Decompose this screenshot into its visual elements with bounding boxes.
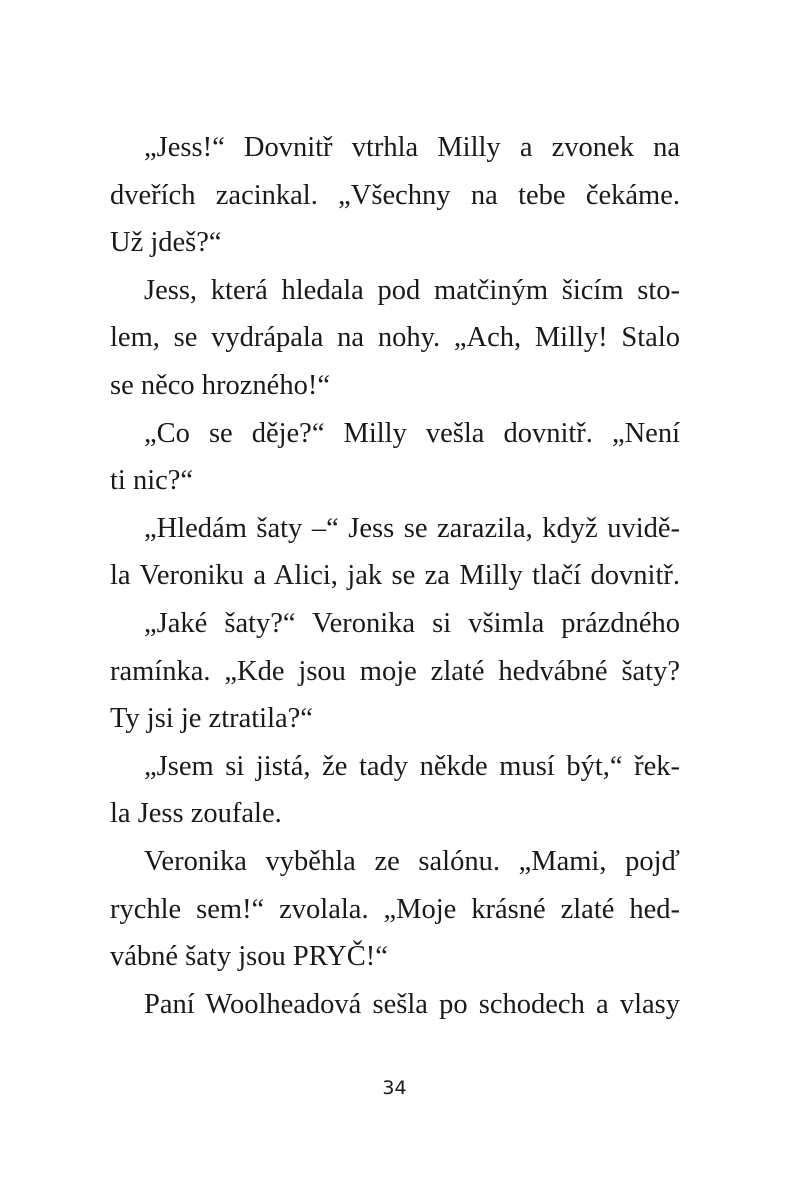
paragraph: [110, 505, 680, 600]
text-line: „Co se děje?“ Milly vešla dovnitř. „Není: [144, 417, 680, 449]
text-line: ti nic?“: [110, 465, 194, 497]
paragraph: [110, 600, 680, 743]
text-line: Ty jsi je ztratila?“: [110, 703, 313, 735]
text-line: la Veroniku a Alici, jak se za Milly tlačí dovnitř.: [110, 560, 680, 592]
text-line: rychle sem!“ zvolala. „Moje krásné zlaté hed-: [110, 893, 680, 925]
paragraph: [110, 410, 680, 505]
body-text: [110, 124, 680, 1028]
text-line: Paní Woolheadová sešla po schodech a vlasy: [144, 988, 680, 1020]
text-line: Veronika vyběhla ze salónu. „Mami, pojď: [144, 845, 680, 877]
page-number: 34: [382, 1077, 407, 1099]
paragraph: [110, 838, 680, 981]
text-line: ramínka. „Kde jsou moje zlaté hedvábné šaty?: [110, 655, 680, 687]
text-line: vábné šaty jsou PRYČ!“: [110, 941, 388, 973]
text-line: „Hledám šaty –“ Jess se zarazila, když uvidě-: [144, 512, 680, 544]
text-line: la Jess zoufale.: [110, 798, 282, 830]
text-line: „Jess!“ Dovnitř vtrhla Milly a zvonek na: [144, 132, 680, 163]
text-line: dveřích zacinkal. „Všechny na tebe čekáme.: [110, 179, 680, 211]
paragraph: [110, 743, 680, 838]
text-line: se něco hrozného!“: [110, 369, 330, 401]
text-line: Už jdeš?“: [110, 227, 222, 259]
text-line: „Jsem si jistá, že tady někde musí být,“ řek-: [144, 750, 680, 782]
text-line: Jess, která hledala pod matčiným šicím sto-: [144, 274, 680, 306]
text-line: lem, se vydrápala na nohy. „Ach, Milly! Stalo: [110, 322, 680, 354]
text-line: „Jaké šaty?“ Veronika si všimla prázdného: [144, 607, 680, 639]
paragraph: [110, 267, 680, 410]
paragraph: [110, 124, 680, 267]
paragraph: [110, 981, 680, 1029]
